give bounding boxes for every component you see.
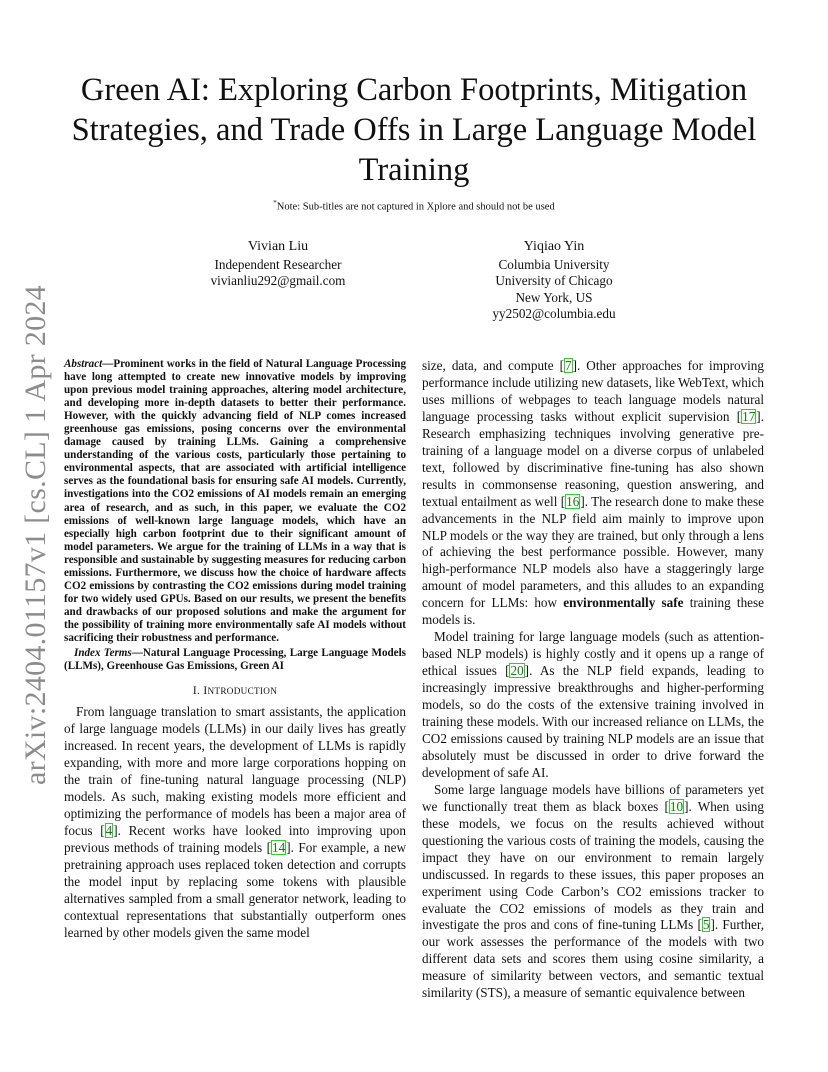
author-location: New York, US [515,289,593,305]
citation-link[interactable]: 20 [510,663,524,679]
abstract-label: Abstract [64,358,103,370]
text-run: size, data, and compute [422,358,560,373]
section-title-rest: NTRODUCTION [207,686,278,697]
left-column [64,358,406,941]
author-block-1 [180,239,376,290]
title-note [100,199,728,213]
section-title [203,685,277,697]
note-text: Note: Sub-titles are not captured in Xplore and should not be used [276,201,555,213]
author-affiliation: Columbia University [498,256,610,272]
index-terms-text: —Natural Language Processing, Large Language Models (LLMs), Greenhouse Gas Emissions, Green AI [64,647,406,673]
text-run: From language translation to smart assistants, the application of large language models (LLMs) in our daily lives has greatly increased. In recent years, the development of LLMs is rapidly expanding, with more and more large corporations hopping on the train of fine-tuning natural language processing (NLP) models. As such, making existing models more efficient and optimizing the performance of models has been a major area of focus [64,704,406,838]
arxiv-identifier-text: arXiv:2404.01157v1 [cs.CL] 1 Apr 2024 [19,285,52,785]
text-run: Some large language models have billions of parameters yet we functionally treat them as black boxes [422,781,764,814]
text-run: . Recent works have looked into improving upon previous methods of training models [64,822,406,855]
intro-paragraph: Model training for large language models (such as attention-based NLP models) is highly costly and it opens up a range of ethical issues [20]. As the NLP field expands, leading to increasingly impressive breakthroughs and higher-performing models, so do the costs of the extensive training involved in training these models. With our increased reliance on LLMs, the CO2 emissions caused by training NLP models are an issue that absolutely must be discussed in order to drive forward the development of safe AI. [422,629,764,780]
index-terms [64,647,406,673]
section-numeral: I. [192,685,201,698]
citation-link[interactable]: 16 [566,493,580,509]
text-run: training these models is. [422,595,765,628]
author-affiliation: Independent Researcher [214,256,342,272]
text-run: . Further, our work assesses the performance of the models with two different data sets and scores them using cosine similarity, a measure of similarity between vectors, and semantic textual similarity (STS), a measure of semantic equivalence between [422,917,764,1001]
text-run: . Research emphasizing techniques involving generative pre-training of a language model on a diverse corpus of unlabeled text, followed by discriminative fine-tuning has also shown results in commonsense reasoning, question answering, and textual entailment as well [422,408,764,509]
citation-link[interactable]: 7 [564,358,572,373]
citation-link[interactable]: 5 [702,917,710,933]
text-run: . For example, a new pretraining approach uses replaced token detection and corrupts the model input by replacing some tokens with plausible alternatives sampled from a small generator network, leading to contextual representations that substantially outperform ones learned by other models given the same model [64,839,406,940]
citation-link[interactable]: 4 [105,822,113,838]
author-name: Yiqiao Yin [523,239,585,254]
abstract-text: —Prominent works in the field of Natural Language Processing have long attempted to create new innovative models by improving upon previous model training approaches, altering model architecture, and developing more in-depth datasets to better their performance. However, with the quickly advancing field of NLP comes increased greenhouse gas emissions, posing concerns over the environmental damage caused by training LLMs. Gaining a comprehensive understanding of the various costs, particularly those pertaining to environmental aspects, that are associated with artificial intelligence serves as the foundational basis for ensuring safe AI models. Currently, investigations into the CO2 emissions of AI models remain an emerging area of research, and as such, in this paper, we evaluate the CO2 emissions of well-known large language models, which have an especially high carbon footprint due to their significant amount of model parameters. We argue for the training of LLMs in a way that is responsible and sustainable by suggesting measures for reducing carbon emissions. Furthermore, we discuss how the choice of hardware affects CO2 emissions by contrasting the CO2 emissions during model training for two widely used GPUs. Based on our results, we present the benefits and drawbacks of our proposed solutions and make the argument for the possibility of training more environmentally safe AI models without sacrificing their robustness and performance. [64,358,406,644]
author-affiliation: University of Chicago [495,273,613,289]
text-run: . As the NLP field expands, leading to increasingly impressive breakthroughs and higher-performing models, so do the costs of the extensive training involved in training these models. With our increased reliance on LLMs, the CO2 emissions caused by training NLP models are an issue that absolutely must be discussed in order to drive forward the development of safe AI. [422,663,764,780]
section-title-initial: I [203,685,208,698]
index-terms-label: Index Terms [74,647,132,660]
text-run: . The research done to make these advancements in the NLP field aim mainly to improve upon NLP models or the way they are trained, but only through a lens of achieving the best performance possible. However, many high-performance NLP models also have a staggeringly large amount of model parameters, and this alludes to an expanding concern for LLMs: how [422,493,764,611]
text-run: . When using these models, we focus on the results achieved without questioning the various costs of training the models, causing the impact they have on our environment to remain largely undiscussed. In regards to these issues, this paper proposes an experiment using Code Carbon’s CO2 emissions tracker to evaluate the CO2 emissions of models as they train and investigate the pros and cons of fine-tuning LLMs [422,798,764,933]
author-name: Vivian Liu [247,239,309,254]
text-run: Model training for large language models (such as attention-based NLP models) is highly costly and it opens up a range of ethical issues [422,629,764,679]
right-column [422,358,764,1002]
author-email: yy2502@columbia.edu [492,306,616,322]
abstract [64,358,406,645]
section-heading-introduction [64,685,406,697]
citation-link[interactable]: 14 [272,839,286,855]
intro-paragraph: From language translation to smart assistants, the application of large language models (LLMs) in our daily lives has greatly increased. In recent years, the development of LLMs is rapidly expanding, with more and more large corporations hopping on the train of fine-tuning natural language processing (NLP) models. As such, making existing models more efficient and optimizing the performance of models has been a major area of focus [4]. Recent works have looked into improving upon previous methods of training models [14]. For example, a new pretraining approach uses replaced token detection and corrupts the model input by replacing some tokens with plausible alternatives sampled from a small generator network, leading to contextual representations that substantially outperform ones learned by other models given the same model [64,704,406,940]
emphasis-text: environmentally safe [563,595,684,611]
paper-title: Green AI: Exploring Carbon Footprints, Mitigation Strategies, and Trade Offs in Large Language Model Training [71,72,757,188]
arxiv-identifier-margin [16,285,56,785]
citation-link[interactable]: 17 [742,408,756,424]
intro-paragraph: Some large language models have billions of parameters yet we functionally treat them as black boxes [10]. When using these models, we focus on the results achieved without questioning the various costs of training the models, causing the impact they have on our environment to remain largely undiscussed. In regards to these issues, this paper proposes an experiment using Code Carbon’s CO2 emissions tracker to evaluate the CO2 emissions of models as they train and investigate the pros and cons of fine-tuning LLMs [5]. Further, our work assesses the performance of the models with two different data sets and scores them using cosine similarity, a measure of similarity between vectors, and semantic textual similarity (STS), a measure of semantic equivalence between [422,781,764,1001]
note-marker: * [273,199,277,207]
intro-paragraph-continued: size, data, and compute [7]. Other approaches for improving performance include utilizing new datasets, like WebText, which uses millions of webpages to teach language models natural language processing tasks without explicit supervision [17]. Research emphasizing techniques involving generative pre-training of a language model on a diverse corpus of unlabeled text, followed by discriminative fine-tuning has also shown results in commonsense reasoning, question answering, and textual entailment as well [16]. The research done to make these advancements in the NLP field aim mainly to improve upon NLP models or the way they are trained, but only through a lens of achieving the best performance possible. However, many high-performance NLP models also have a staggeringly large amount of model parameters, and this alludes to an expanding concern for LLMs: how environmentally safe training these models is. [422,358,765,628]
citation-link[interactable]: 10 [669,798,684,814]
text-run: . Other approaches for improving performance include utilizing new datasets, like WebText, which uses millions of webpages to teach language models natural language processing tasks without explicit supervision [422,358,764,424]
author-block-2 [456,239,652,323]
author-email: vivianliu292@gmail.com [210,273,346,289]
